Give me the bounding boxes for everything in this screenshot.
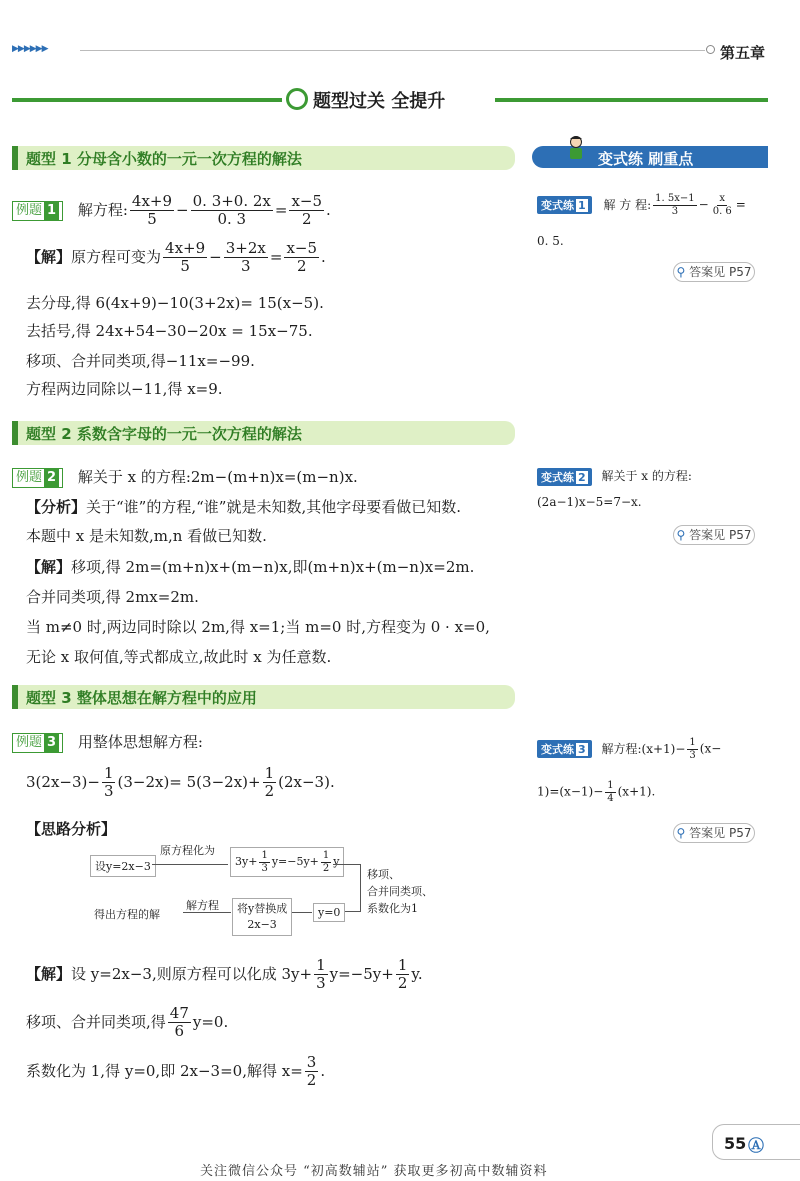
variant-1-question: 变式练 1 解 方 程: $\frac{1. 5x-1}{3}$ − $\frac{x}{0. 6}$ = xyxy=(537,193,746,217)
example-3-question: 例题 3 用整体思想解方程: xyxy=(12,731,203,753)
flow-label-solve: 解方程 xyxy=(186,899,219,912)
example-1-step-2: 去括号,得 24x+54−30−20x = 15x−75. xyxy=(26,322,313,340)
topic-3-header xyxy=(12,685,515,709)
example-3-thinking-label: 【思路分析】 xyxy=(26,820,117,838)
example-1-question: 例题 1 解方程: $\frac{4x+9}{5}$ − $\frac{0. 3+0. 2x}{0. 3}$ = $\frac{x-5}{2}$ . xyxy=(12,193,331,229)
topic-1-label: 题型 1 分母含小数的一元一次方程的解法 xyxy=(26,150,302,168)
example-1-step-1: 去分母,得 6(4x+9)−10(3+2x)= 15(x−5). xyxy=(26,294,324,312)
flow-label-move: 移项、 xyxy=(367,868,400,881)
example-1-step-4: 方程两边同除以−11,得 x=9. xyxy=(26,380,223,398)
example-2-step-4: 无论 x 取何值,等式都成立,故此时 x 为任意数. xyxy=(26,648,332,666)
example-3-step-1: 【解】设 y=2x−3,则原方程可以化成 3y+ $\frac{1}{3}$ y=−5y+ $\frac{1}{2}$ y. xyxy=(26,956,423,993)
flow-label-combine: 合并同类项、 xyxy=(367,885,433,898)
variant-1-answer-link[interactable]: ⚲ 答案见 P57 xyxy=(673,262,755,282)
flow-label-normalize: 系数化为1 xyxy=(367,902,418,915)
variant-1-tag: 变式练 1 xyxy=(537,196,592,214)
topic-1-header xyxy=(12,146,515,170)
section-banner-title: 题型过关 全提升 xyxy=(313,91,446,112)
example-2-step-3: 当 m≠0 时,两边同时除以 2m,得 x=1;当 m=0 时,方程变为 0 · x=0, xyxy=(26,618,490,636)
pin-icon: ⚲ xyxy=(676,265,686,279)
example-3-tag: 例题 3 xyxy=(12,733,63,753)
banner-rule-left xyxy=(12,98,282,102)
flow-arrow-3 xyxy=(183,912,231,913)
flow-box-solution: 得出方程的解 xyxy=(90,904,164,924)
variant-2-question: 变式练 2 解关于 x 的方程: xyxy=(537,467,692,486)
pin-icon: ⚲ xyxy=(676,826,686,840)
variant-2-line-2: (2a−1)x−5=7−x. xyxy=(537,495,642,509)
flow-arrow-1 xyxy=(152,864,228,865)
topic-2-header xyxy=(12,421,515,445)
example-2-step-1: 【解】移项,得 2m=(m+n)x+(m−n)x,即(m+n)x+(m−n)x=2m. xyxy=(26,558,475,576)
side-banner-title: 变式练 刷重点 xyxy=(598,150,694,168)
variant-3-question: 变式练 3 解方程:(x+1)− $\frac{1}{3}$ (x− xyxy=(537,737,721,761)
flow-box-substitute: 设y=2x−3 xyxy=(90,855,156,877)
variant-2-answer-link[interactable]: ⚲ 答案见 P57 xyxy=(673,525,755,545)
variant-2-tag: 变式练 2 xyxy=(537,468,592,486)
example-2-question: 例题 2 解关于 x 的方程:2m−(m+n)x=(m−n)x. xyxy=(12,466,358,488)
example-1-solution-intro: 【解】原方程可变为 $\frac{4x+9}{5}$ − $\frac{3+2x}{3}$ = $\frac{x-5}{2}$ . xyxy=(26,239,326,276)
flow-box-y-zero: y=0 xyxy=(313,903,345,922)
variant-3-answer-link[interactable]: ⚲ 答案见 P57 xyxy=(673,823,755,843)
variant-3-line-2: 1)=(x−1)− $\frac{1}{4}$ (x+1). xyxy=(537,780,656,804)
topic-3-label: 题型 3 整体思想在解方程中的应用 xyxy=(26,689,257,707)
banner-icon xyxy=(286,88,308,110)
topic-2-label: 题型 2 系数含字母的一元一次方程的解法 xyxy=(26,425,302,443)
header-arrows: ▶▶▶▶▶▶ xyxy=(12,44,48,54)
example-2-analysis-1: 【分析】关于“谁”的方程,“谁”就是未知数,其他字母要看做已知数. xyxy=(26,498,461,516)
flow-label-rewrite: 原方程化为 xyxy=(160,844,215,857)
page-number: 55 xyxy=(724,1134,747,1153)
flow-box-replace: 将y替换成 2x−3 xyxy=(232,898,292,936)
example-2-analysis-2: 本题中 x 是未知数,m,n 看做已知数. xyxy=(26,527,267,545)
example-2-tag: 例题 2 xyxy=(12,468,63,488)
side-banner-mascot-icon xyxy=(565,135,587,165)
chapter-title: 第五章 xyxy=(720,44,766,62)
footer-text: 关注微信公众号 “初高数辅站” 获取更多初高中数辅资料 xyxy=(200,1164,548,1179)
example-3-step-2: 移项、合并同类项,得 $\frac{47}{6}$ y=0. xyxy=(26,1004,229,1041)
variant-3-tag: 变式练 3 xyxy=(537,740,592,758)
banner-rule-right xyxy=(495,98,768,102)
example-1-step-3: 移项、合并同类项,得−11x=−99. xyxy=(26,352,255,370)
example-3-equation: 3(2x−3)− $\frac{1}{3}$ (3−2x)= 5(3−2x)+ $\frac{1}{2}$ (2x−3). xyxy=(26,764,335,801)
example-3-step-3: 系数化为 1,得 y=0,即 2x−3=0,解得 x= $\frac{3}{2}$ . xyxy=(26,1053,326,1090)
header-dot xyxy=(706,45,715,54)
pin-icon: ⚲ xyxy=(676,528,686,542)
flow-box-equation: 3y+ $\frac{1}{3}$ y=−5y+ $\frac{1}{2}$ y xyxy=(230,847,344,877)
header-rule xyxy=(80,50,705,51)
variant-1-line-2: 0. 5. xyxy=(537,234,564,248)
example-2-step-2: 合并同类项,得 2mx=2m. xyxy=(26,588,199,606)
page-logo-icon: Ⓐ xyxy=(748,1136,765,1155)
example-1-tag: 例题 1 xyxy=(12,201,63,221)
